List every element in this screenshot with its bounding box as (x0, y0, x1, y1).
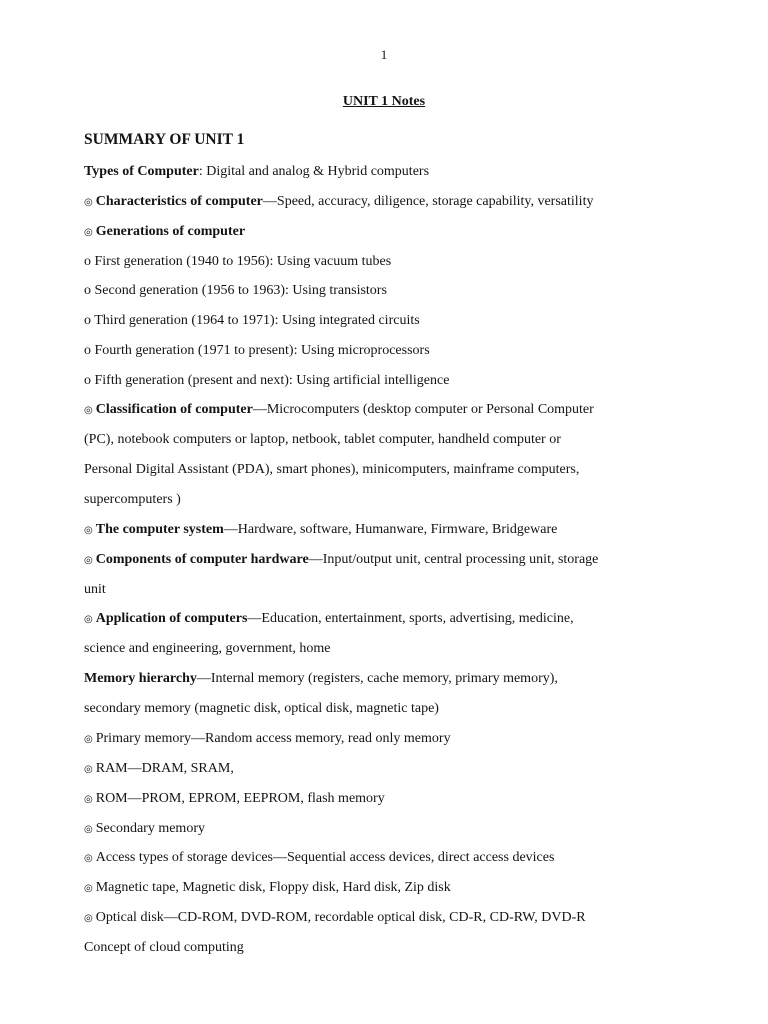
bullet-icon: ◎ (84, 405, 93, 416)
applications-line (84, 610, 684, 629)
bullet-icon: ◎ (84, 853, 93, 864)
memory-item (84, 790, 684, 809)
memory-cont: secondary memory (magnetic disk, optical disk, magnetic tape) (84, 701, 439, 716)
gen-marker: o (84, 283, 91, 298)
memory-line (84, 670, 684, 688)
characteristics-text: —Speed, accuracy, diligence, storage capability, versatility (262, 194, 594, 209)
types-text: : Digital and analog & Hybrid computers (198, 164, 430, 179)
page-number: 1 (380, 47, 388, 62)
classification-cont: Personal Digital Assistant (PDA), smart phones), minicomputers, mainframe computers, (84, 462, 580, 477)
bullet-icon: ◎ (84, 197, 93, 208)
generation-item (84, 282, 684, 300)
types-label: Types of Computer (84, 164, 199, 179)
gen-marker: o (84, 254, 91, 269)
memory-label: Memory hierarchy (84, 671, 197, 686)
classification-cont: supercomputers ) (84, 492, 181, 507)
cloud-line: Concept of cloud computing (84, 940, 244, 955)
characteristics-line (84, 193, 684, 212)
bullet-icon: ◎ (84, 794, 93, 805)
bullet-icon: ◎ (84, 614, 93, 625)
bullet-icon: ◎ (84, 764, 93, 775)
classification-line (84, 401, 684, 420)
memory-item-text: Secondary memory (95, 821, 205, 836)
system-label: The computer system (95, 522, 224, 537)
bullet-icon: ◎ (84, 734, 93, 745)
components-cont: unit (84, 582, 106, 597)
components-text: —Input/output unit, central processing unit, storage (308, 552, 599, 567)
memory-item (84, 730, 684, 749)
memory-item (84, 879, 684, 898)
generation-text: Third generation (1964 to 1971): Using integrated circuits (94, 313, 420, 328)
memory-item-text: Magnetic tape, Magnetic disk, Floppy disk, Hard disk, Zip disk (95, 880, 451, 895)
generation-text: First generation (1940 to 1956): Using vacuum tubes (94, 254, 392, 269)
memory-item (84, 760, 684, 779)
memory-item-text: Primary memory—Random access memory, read only memory (95, 731, 451, 746)
generation-text: Fifth generation (present and next): Using artificial intelligence (94, 373, 450, 388)
types-line (84, 163, 684, 181)
applications-label: Application of computers (95, 611, 248, 626)
generation-text: Second generation (1956 to 1963): Using transistors (94, 283, 387, 298)
classification-cont: (PC), notebook computers or laptop, netbook, tablet computer, handheld computer or (84, 432, 561, 447)
bullet-icon: ◎ (84, 227, 93, 238)
memory-item (84, 849, 684, 868)
system-text: —Hardware, software, Humanware, Firmware, Bridgeware (223, 522, 558, 537)
summary-heading: SUMMARY OF UNIT 1 (84, 131, 245, 148)
gen-marker: o (84, 313, 91, 328)
classification-label: Classification of computer (95, 402, 253, 417)
page-title: UNIT 1 Notes (342, 94, 426, 109)
bullet-icon: ◎ (84, 525, 93, 536)
components-line (84, 551, 684, 570)
bullet-icon: ◎ (84, 913, 93, 924)
memory-item-text: Access types of storage devices—Sequential access devices, direct access devices (95, 850, 555, 865)
generation-item (84, 342, 684, 360)
memory-text: —Internal memory (registers, cache memory, primary memory), (196, 671, 558, 686)
generations-label: Generations of computer (95, 224, 246, 239)
applications-cont: science and engineering, government, home (84, 641, 331, 656)
gen-marker: o (84, 373, 91, 388)
classification-text: —Microcomputers (desktop computer or Personal Computer (252, 402, 594, 417)
generation-item (84, 312, 684, 330)
system-line (84, 521, 684, 540)
applications-text: —Education, entertainment, sports, advertising, medicine, (247, 611, 574, 626)
components-label: Components of computer hardware (95, 552, 309, 567)
memory-item (84, 909, 684, 928)
memory-item (84, 820, 684, 839)
generation-item (84, 253, 684, 271)
memory-item-text: ROM—PROM, EPROM, EEPROM, flash memory (95, 791, 385, 806)
generation-item (84, 372, 684, 390)
characteristics-label: Characteristics of computer (95, 194, 263, 209)
generation-text: Fourth generation (1971 to present): Using microprocessors (94, 343, 430, 358)
memory-item-text: Optical disk—CD-ROM, DVD-ROM, recordable optical disk, CD-R, CD-RW, DVD-R (95, 910, 586, 925)
bullet-icon: ◎ (84, 824, 93, 835)
generations-line (84, 223, 684, 242)
bullet-icon: ◎ (84, 883, 93, 894)
gen-marker: o (84, 343, 91, 358)
memory-item-text: RAM—DRAM, SRAM, (95, 761, 234, 776)
bullet-icon: ◎ (84, 555, 93, 566)
